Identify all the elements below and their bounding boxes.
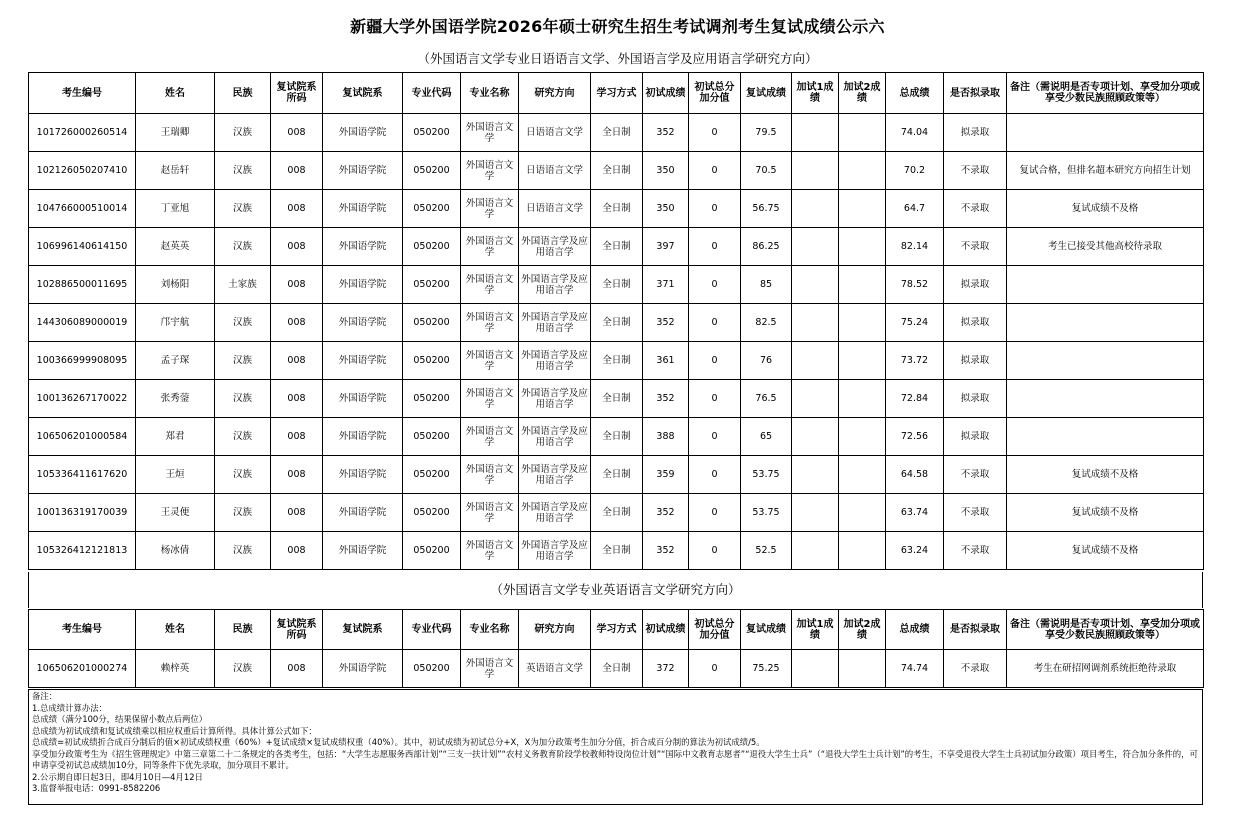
table-cell: 全日制 — [591, 380, 643, 418]
table-cell: 全日制 — [591, 228, 643, 266]
table-cell: 全日制 — [591, 114, 643, 152]
column-header: 总成绩 — [886, 610, 944, 650]
table-cell — [792, 266, 839, 304]
table-cell: 外国语言文学 — [461, 190, 519, 228]
page-title: 新疆大学外国语学院2026年硕士研究生招生考试调剂考生复试成绩公示六 — [350, 17, 885, 36]
table-cell: 008 — [271, 304, 323, 342]
table-cell: 0 — [689, 152, 741, 190]
table-cell: 外国语学院 — [323, 304, 403, 342]
table-cell: 不录取 — [944, 228, 1007, 266]
column-header: 姓名 — [136, 73, 215, 114]
table-cell: 008 — [271, 494, 323, 532]
table-cell: 全日制 — [591, 266, 643, 304]
table-cell — [1007, 418, 1204, 456]
table-cell: 全日制 — [591, 190, 643, 228]
section-subtitle-1: （外国语言文学专业日语语言文学、外国语言学及应用语言学研究方向） — [417, 51, 818, 66]
table-cell: 拟录取 — [944, 266, 1007, 304]
table-cell: 74.04 — [886, 114, 944, 152]
table-cell: 外国语学院 — [323, 418, 403, 456]
table-cell: 不录取 — [944, 494, 1007, 532]
table-cell — [792, 418, 839, 456]
notes-line: 3.监督举报电话：0991-8582206 — [32, 783, 161, 793]
table-cell: 72.56 — [886, 418, 944, 456]
column-header: 学习方式 — [591, 610, 643, 650]
table-row — [29, 114, 1204, 152]
table-cell: 75.24 — [886, 304, 944, 342]
table-cell — [839, 532, 886, 570]
table-cell — [839, 456, 886, 494]
table-cell: 土家族 — [215, 266, 271, 304]
table-cell: 汉族 — [215, 532, 271, 570]
table-cell: 日语语言文学 — [519, 190, 591, 228]
notes-line: 总成绩（满分100分，结果保留小数点后两位） — [32, 714, 208, 724]
table-cell: 106996140614150 — [29, 228, 136, 266]
table-cell: 76 — [741, 342, 792, 380]
table-cell: 008 — [271, 114, 323, 152]
table-cell — [792, 190, 839, 228]
table-cell: 350 — [643, 190, 689, 228]
table-cell: 105326412121813 — [29, 532, 136, 570]
notes-line: 总成绩为初试成绩和复试成绩乘以相应权重后计算所得。具体计算公式如下： — [32, 725, 317, 736]
table-cell — [792, 650, 839, 688]
table-cell: 106506201000274 — [29, 650, 136, 688]
table-cell: 050200 — [403, 494, 461, 532]
table-cell: 0 — [689, 304, 741, 342]
table-cell: 63.74 — [886, 494, 944, 532]
table-cell: 75.25 — [741, 650, 792, 688]
notes-box — [28, 689, 1203, 805]
table-cell: 53.75 — [741, 494, 792, 532]
table-cell: 外国语言文学 — [461, 266, 519, 304]
table-cell: 73.72 — [886, 342, 944, 380]
table-cell: 008 — [271, 456, 323, 494]
table-cell — [1007, 114, 1204, 152]
table-cell: 008 — [271, 532, 323, 570]
table-cell: 外国语学院 — [323, 152, 403, 190]
table-cell: 350 — [643, 152, 689, 190]
column-header: 姓名 — [136, 610, 215, 650]
table-cell: 050200 — [403, 190, 461, 228]
table-cell: 日语语言文学 — [519, 114, 591, 152]
table-cell: 外国语学院 — [323, 456, 403, 494]
table-cell — [839, 418, 886, 456]
table-cell: 全日制 — [591, 532, 643, 570]
table-cell: 82.5 — [741, 304, 792, 342]
table-cell: 101726000260514 — [29, 114, 136, 152]
table-cell: 全日制 — [591, 650, 643, 688]
table-cell: 王烜 — [136, 456, 215, 494]
table-cell: 复试成绩不及格 — [1007, 456, 1204, 494]
table-cell: 0 — [689, 418, 741, 456]
column-header: 研究方向 — [519, 73, 591, 114]
table-cell: 拟录取 — [944, 380, 1007, 418]
table-cell: 郑君 — [136, 418, 215, 456]
table-row — [29, 152, 1204, 190]
table-cell: 0 — [689, 650, 741, 688]
table-cell: 64.7 — [886, 190, 944, 228]
column-header: 初试成绩 — [643, 610, 689, 650]
table-cell: 外国语言学及应用语言学 — [519, 532, 591, 570]
table-cell: 008 — [271, 266, 323, 304]
table-cell — [839, 304, 886, 342]
table-cell: 外国语言文学 — [461, 494, 519, 532]
table-cell: 汉族 — [215, 418, 271, 456]
column-header: 总成绩 — [886, 73, 944, 114]
table-cell: 外国语言学及应用语言学 — [519, 418, 591, 456]
table-cell: 汉族 — [215, 114, 271, 152]
table-row — [29, 494, 1204, 532]
table-cell — [1007, 266, 1204, 304]
table-cell: 拟录取 — [944, 418, 1007, 456]
table-cell: 外国语学院 — [323, 532, 403, 570]
table-cell: 388 — [643, 418, 689, 456]
table-cell: 不录取 — [944, 152, 1007, 190]
table-cell: 0 — [689, 494, 741, 532]
table-cell — [839, 152, 886, 190]
table-cell: 008 — [271, 228, 323, 266]
column-header: 是否拟录取 — [944, 73, 1007, 114]
table-cell: 汉族 — [215, 380, 271, 418]
table-cell: 050200 — [403, 266, 461, 304]
table-cell: 56.75 — [741, 190, 792, 228]
table-cell: 0 — [689, 228, 741, 266]
table-cell: 丁亚旭 — [136, 190, 215, 228]
column-header: 备注（需说明是否专项计划、享受加分项或享受少数民族照顾政策等） — [1007, 610, 1204, 650]
table-row — [29, 650, 1204, 688]
table-cell: 全日制 — [591, 152, 643, 190]
table-cell: 汉族 — [215, 228, 271, 266]
table-cell — [839, 650, 886, 688]
column-header: 加试2成绩 — [839, 610, 886, 650]
column-header: 复试成绩 — [741, 73, 792, 114]
table-cell: 82.14 — [886, 228, 944, 266]
table-row — [29, 380, 1204, 418]
table-cell: 352 — [643, 532, 689, 570]
table-cell: 外国语言文学 — [461, 342, 519, 380]
table-cell — [792, 532, 839, 570]
table-cell: 外国语言文学 — [461, 456, 519, 494]
column-header: 复试院系 — [323, 73, 403, 114]
table-cell: 86.25 — [741, 228, 792, 266]
table-row — [29, 266, 1204, 304]
table-cell: 050200 — [403, 228, 461, 266]
column-header: 加试2成绩 — [839, 73, 886, 114]
column-header: 民族 — [215, 610, 271, 650]
table-cell: 外国语言文学 — [461, 532, 519, 570]
table-cell: 外国语言文学 — [461, 380, 519, 418]
table-cell: 外国语言文学 — [461, 152, 519, 190]
table-cell: 外国语言学及应用语言学 — [519, 266, 591, 304]
table-cell — [792, 342, 839, 380]
table-cell — [839, 228, 886, 266]
table-cell: 王瑞卿 — [136, 114, 215, 152]
table-cell: 050200 — [403, 304, 461, 342]
table-cell: 359 — [643, 456, 689, 494]
results-table-1 — [28, 72, 1204, 570]
table-cell: 106506201000584 — [29, 418, 136, 456]
table-cell: 050200 — [403, 114, 461, 152]
column-header: 加试1成绩 — [792, 73, 839, 114]
table-cell: 361 — [643, 342, 689, 380]
column-header: 复试院系所码 — [271, 610, 323, 650]
table-cell: 赖梓英 — [136, 650, 215, 688]
column-header: 是否拟录取 — [944, 610, 1007, 650]
table-cell: 考生已接受其他高校待录取 — [1007, 228, 1204, 266]
table-cell: 008 — [271, 190, 323, 228]
table-cell: 复试成绩不及格 — [1007, 494, 1204, 532]
table-cell: 0 — [689, 342, 741, 380]
column-header: 加试1成绩 — [792, 610, 839, 650]
table-cell: 76.5 — [741, 380, 792, 418]
column-header: 复试成绩 — [741, 610, 792, 650]
table-cell: 144306089000019 — [29, 304, 136, 342]
table-cell: 全日制 — [591, 418, 643, 456]
table-cell: 72.84 — [886, 380, 944, 418]
table-cell: 外国语言文学 — [461, 418, 519, 456]
table-cell: 0 — [689, 532, 741, 570]
table-cell: 汉族 — [215, 304, 271, 342]
table-cell: 008 — [271, 650, 323, 688]
notes-line: 备注： — [32, 691, 58, 701]
table-cell: 65 — [741, 418, 792, 456]
table-cell: 拟录取 — [944, 342, 1007, 380]
table-cell: 008 — [271, 342, 323, 380]
table-cell: 52.5 — [741, 532, 792, 570]
table-cell — [792, 228, 839, 266]
table-cell — [792, 304, 839, 342]
table-cell: 汉族 — [215, 152, 271, 190]
column-header: 专业名称 — [461, 73, 519, 114]
column-header: 复试院系所码 — [271, 73, 323, 114]
column-header: 考生编号 — [29, 73, 136, 114]
table-cell: 外国语学院 — [323, 266, 403, 304]
section-subtitle-2: （外国语言文学专业英语语言文学研究方向） — [28, 572, 1203, 608]
table-cell: 外国语学院 — [323, 228, 403, 266]
table-cell: 102126050207410 — [29, 152, 136, 190]
notes-line: 享受加分政策考生为《招生管理规定》中第三章第二十二条规定的各类考生，包括：“大学生志愿服务西部计划”“三支一扶计划”“农村义务教育阶段学校教师特设岗位计划”“国际中文教育志愿者”“退役大学生士兵”（“退役大学生士兵计划”的考生，不享受退役大学生士兵初试加分政策）项目考生，符合加分条件的，可申请享受初试总成绩加10分，同等条件下优先录取，加分项目不累计。 — [32, 748, 1198, 770]
table-cell: 104766000510014 — [29, 190, 136, 228]
table-cell: 050200 — [403, 152, 461, 190]
table-cell: 汉族 — [215, 456, 271, 494]
table-cell — [839, 114, 886, 152]
table-cell: 外国语学院 — [323, 114, 403, 152]
column-header: 初试总分加分值 — [689, 610, 741, 650]
table-cell: 汉族 — [215, 342, 271, 380]
table-cell: 352 — [643, 380, 689, 418]
table-cell: 74.74 — [886, 650, 944, 688]
table-cell: 53.75 — [741, 456, 792, 494]
column-header: 复试院系 — [323, 610, 403, 650]
table-cell: 70.2 — [886, 152, 944, 190]
table-cell: 孟子琛 — [136, 342, 215, 380]
table-cell: 张秀蓥 — [136, 380, 215, 418]
table-cell: 050200 — [403, 650, 461, 688]
table-cell: 不录取 — [944, 532, 1007, 570]
table-cell: 外国语言文学 — [461, 114, 519, 152]
table-cell: 0 — [689, 380, 741, 418]
notes-line: 总成绩=初试成绩折合成百分制后的值×初试成绩权重（60%）+复试成绩×复试成绩权重（40%）。其中，初试成绩为初试总分+X，X为加分政策考生加分分值，折合成百分制的算法为初试成绩/5。 — [32, 737, 765, 747]
table-cell — [792, 152, 839, 190]
table-cell: 372 — [643, 650, 689, 688]
column-header: 初试成绩 — [643, 73, 689, 114]
table-header-row — [29, 73, 1204, 114]
table-cell: 王灵便 — [136, 494, 215, 532]
table-cell: 352 — [643, 494, 689, 532]
table-cell: 78.52 — [886, 266, 944, 304]
table-cell: 102886500011695 — [29, 266, 136, 304]
table-cell: 不录取 — [944, 650, 1007, 688]
table-cell: 拟录取 — [944, 114, 1007, 152]
table-cell: 外国语言学及应用语言学 — [519, 494, 591, 532]
table-cell: 复试合格，但排名超本研究方向招生计划 — [1007, 152, 1204, 190]
table-cell: 拟录取 — [944, 304, 1007, 342]
table-cell: 不录取 — [944, 456, 1007, 494]
table-cell: 邝宇航 — [136, 304, 215, 342]
table-cell: 外国语言文学 — [461, 650, 519, 688]
table-cell — [839, 266, 886, 304]
table-cell: 赵岳轩 — [136, 152, 215, 190]
table-cell: 85 — [741, 266, 792, 304]
table-cell: 日语语言文学 — [519, 152, 591, 190]
table-cell: 100136319170039 — [29, 494, 136, 532]
column-header: 初试总分加分值 — [689, 73, 741, 114]
table-cell — [792, 114, 839, 152]
table-cell: 352 — [643, 114, 689, 152]
table-row — [29, 532, 1204, 570]
notes-line: 2.公示期自即日起3日，即4月10日—4月12日 — [32, 771, 203, 782]
column-header: 专业名称 — [461, 610, 519, 650]
table-cell — [792, 494, 839, 532]
table-cell — [792, 380, 839, 418]
table-cell: 全日制 — [591, 342, 643, 380]
column-header: 学习方式 — [591, 73, 643, 114]
table-cell: 0 — [689, 266, 741, 304]
column-header: 考生编号 — [29, 610, 136, 650]
column-header: 专业代码 — [403, 73, 461, 114]
table-row — [29, 304, 1204, 342]
table-cell — [1007, 342, 1204, 380]
table-cell: 汉族 — [215, 650, 271, 688]
table-cell: 008 — [271, 152, 323, 190]
table-cell: 105336411617620 — [29, 456, 136, 494]
table-cell: 全日制 — [591, 304, 643, 342]
table-cell: 外国语学院 — [323, 380, 403, 418]
table-cell: 050200 — [403, 456, 461, 494]
table-cell: 050200 — [403, 342, 461, 380]
table-cell: 0 — [689, 190, 741, 228]
table-cell — [1007, 380, 1204, 418]
table-cell: 外国语言文学 — [461, 228, 519, 266]
table-cell: 371 — [643, 266, 689, 304]
table-cell — [839, 494, 886, 532]
column-header: 研究方向 — [519, 610, 591, 650]
notes-line: 1.总成绩计算办法： — [32, 702, 107, 713]
table-cell: 不录取 — [944, 190, 1007, 228]
table-row — [29, 228, 1204, 266]
table-cell: 70.5 — [741, 152, 792, 190]
table-cell — [792, 456, 839, 494]
table-cell: 外国语言学及应用语言学 — [519, 342, 591, 380]
table-cell — [839, 380, 886, 418]
table-cell: 复试成绩不及格 — [1007, 532, 1204, 570]
table-cell: 0 — [689, 456, 741, 494]
table-cell: 100136267170022 — [29, 380, 136, 418]
table-cell: 复试成绩不及格 — [1007, 190, 1204, 228]
table-cell: 赵英英 — [136, 228, 215, 266]
table-cell: 外国语学院 — [323, 190, 403, 228]
table-cell: 刘杨阳 — [136, 266, 215, 304]
table-cell: 外国语学院 — [323, 650, 403, 688]
table-cell: 全日制 — [591, 456, 643, 494]
table-row — [29, 418, 1204, 456]
table-cell: 79.5 — [741, 114, 792, 152]
table-cell: 008 — [271, 418, 323, 456]
table-row — [29, 342, 1204, 380]
column-header: 备注（需说明是否专项计划、享受加分项或享受少数民族照顾政策等） — [1007, 73, 1204, 114]
table-cell: 050200 — [403, 418, 461, 456]
table-cell: 外国语学院 — [323, 342, 403, 380]
results-table-2 — [28, 609, 1204, 688]
table-cell: 汉族 — [215, 494, 271, 532]
table-cell: 352 — [643, 304, 689, 342]
table-cell: 050200 — [403, 532, 461, 570]
table-cell: 外国语学院 — [323, 494, 403, 532]
table-row — [29, 456, 1204, 494]
table-cell — [839, 342, 886, 380]
table-cell: 63.24 — [886, 532, 944, 570]
table-cell — [1007, 304, 1204, 342]
table-header-row — [29, 610, 1204, 650]
table-cell: 汉族 — [215, 190, 271, 228]
table-cell: 杨冰倩 — [136, 532, 215, 570]
table-cell: 008 — [271, 380, 323, 418]
column-header: 民族 — [215, 73, 271, 114]
table-cell — [839, 190, 886, 228]
column-header: 专业代码 — [403, 610, 461, 650]
table-cell: 050200 — [403, 380, 461, 418]
table-cell: 全日制 — [591, 494, 643, 532]
table-cell: 外国语言学及应用语言学 — [519, 380, 591, 418]
table-cell: 外国语言学及应用语言学 — [519, 304, 591, 342]
table-cell: 64.58 — [886, 456, 944, 494]
table-cell: 0 — [689, 114, 741, 152]
table-cell: 外国语言学及应用语言学 — [519, 456, 591, 494]
table-cell: 外国语言文学 — [461, 304, 519, 342]
table-cell: 397 — [643, 228, 689, 266]
table-row — [29, 190, 1204, 228]
table-cell: 考生在研招网调剂系统拒绝待录取 — [1007, 650, 1204, 688]
table-cell: 外国语言学及应用语言学 — [519, 228, 591, 266]
table-cell: 100366999908095 — [29, 342, 136, 380]
table-cell: 英语语言文学 — [519, 650, 591, 688]
